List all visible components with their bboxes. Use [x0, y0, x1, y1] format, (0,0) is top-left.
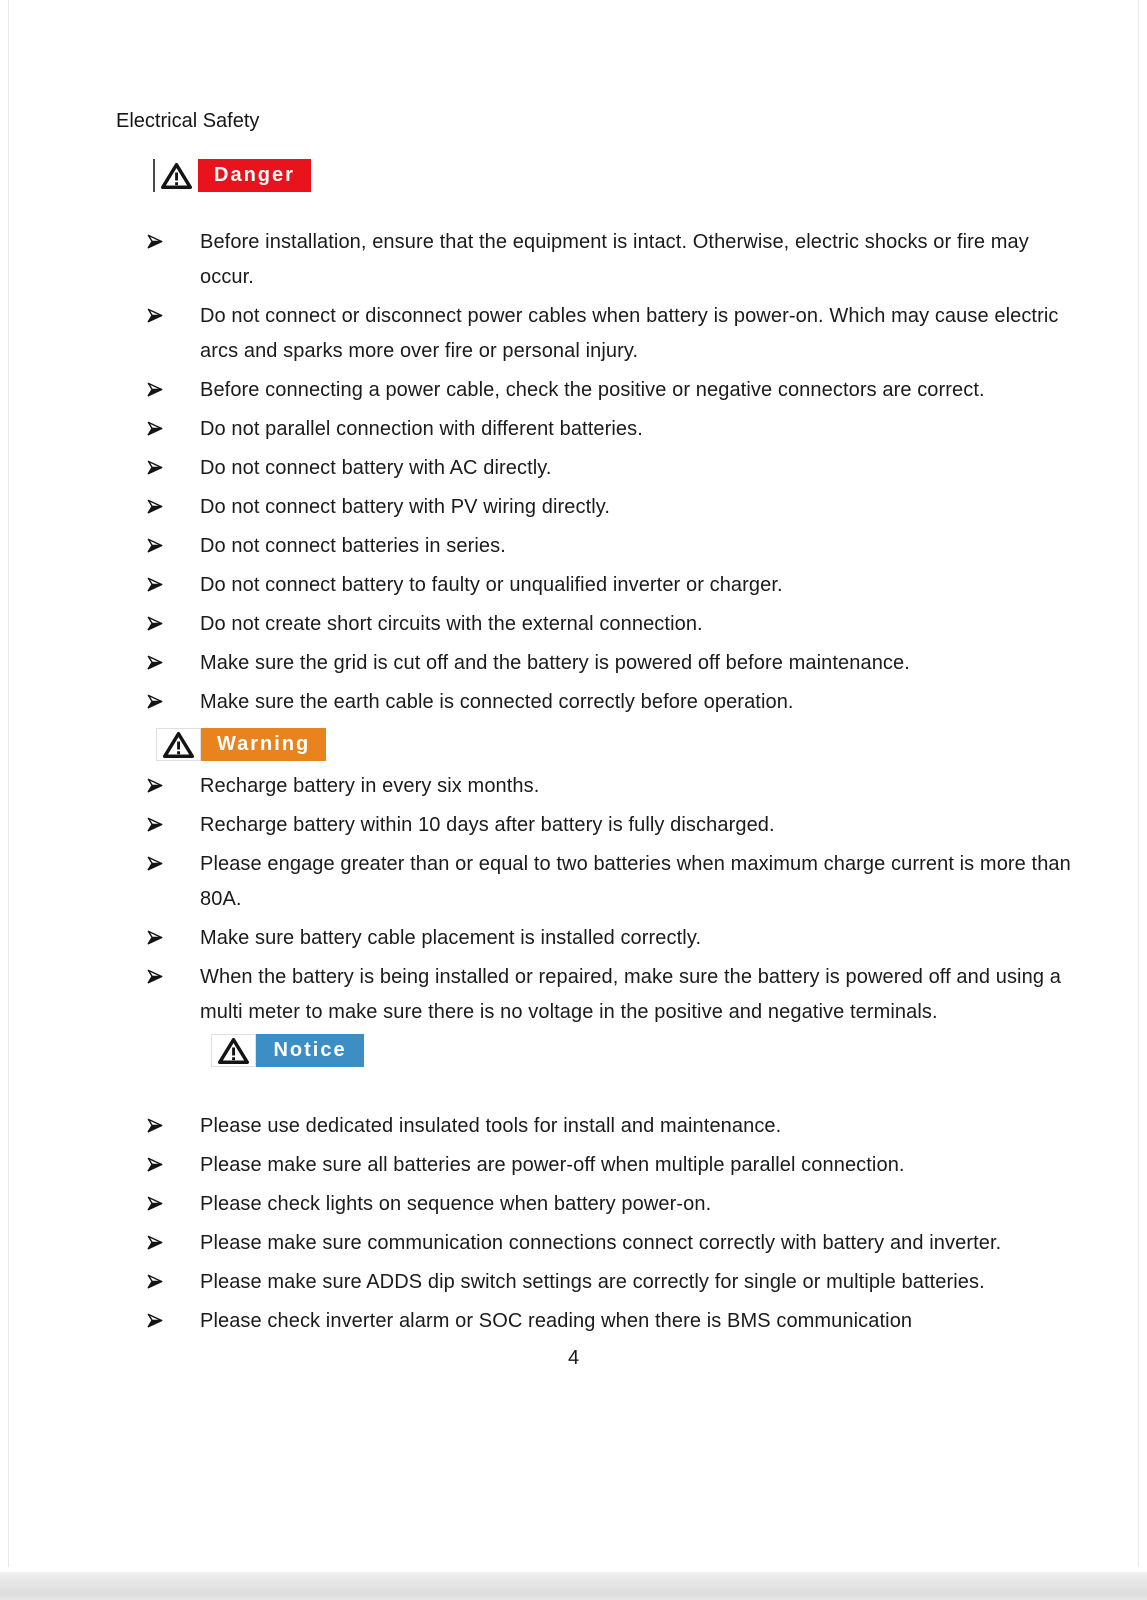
list-item-text: Do not parallel connection with different batteries. — [200, 418, 643, 440]
list-item — [146, 373, 1138, 408]
arrow-right-bullet-icon — [146, 1304, 200, 1339]
arrow-right-bullet-icon — [146, 769, 200, 804]
bullet-list — [9, 225, 1138, 720]
notice-section — [9, 1034, 1138, 1339]
list-item — [146, 808, 1138, 843]
arrow-right-bullet-icon — [146, 847, 200, 917]
arrow-right-bullet-icon — [146, 568, 200, 603]
list-item-text: Please make sure ADDS dip switch settings are correctly for single or multiple batteries. — [200, 1271, 985, 1293]
arrow-right-bullet-icon — [146, 373, 200, 408]
list-item — [146, 568, 1138, 603]
bullet-list — [9, 769, 1138, 1030]
list-item — [146, 1304, 1138, 1339]
arrow-right-bullet-icon — [146, 225, 200, 295]
arrow-right-bullet-icon — [146, 646, 200, 681]
arrow-right-bullet-icon — [146, 1265, 200, 1300]
arrow-right-bullet-icon — [146, 299, 200, 369]
list-item-text: Make sure the grid is cut off and the battery is powered off before maintenance. — [200, 652, 910, 674]
warning-triangle-icon — [156, 728, 201, 761]
arrow-right-bullet-icon — [146, 1109, 200, 1144]
list-item-text: Make sure the earth cable is connected correctly before operation. — [200, 691, 794, 713]
list-item-text: When the battery is being installed or repaired, make sure the battery is powered off and using a multi meter to make sure there is no voltage in the positive and negative terminals. — [200, 966, 1061, 1023]
list-item — [146, 1265, 1138, 1300]
list-item-text: Please engage greater than or equal to two batteries when maximum charge current is more than 80A. — [200, 853, 1071, 910]
badge-row — [211, 1034, 1138, 1067]
arrow-right-bullet-icon — [146, 451, 200, 486]
warning-triangle-icon — [211, 1034, 256, 1067]
list-item-text: Do not connect battery to faulty or unqualified inverter or charger. — [200, 574, 783, 596]
list-item-text: Make sure battery cable placement is installed correctly. — [200, 927, 702, 949]
list-item — [146, 225, 1138, 295]
list-item-text: Please check lights on sequence when battery power-on. — [200, 1193, 712, 1215]
list-item-text: Do not connect batteries in series. — [200, 535, 506, 557]
arrow-right-bullet-icon — [146, 960, 200, 1030]
list-item — [146, 1148, 1138, 1183]
list-item — [146, 921, 1138, 956]
list-item-text: Before installation, ensure that the equipment is intact. Otherwise, electric shocks or fire may occur. — [200, 231, 1029, 288]
list-item-text: Do not connect battery with AC directly. — [200, 457, 552, 479]
list-item — [146, 685, 1138, 720]
list-item — [146, 960, 1138, 1030]
notice-badge-label: Notice — [256, 1034, 364, 1067]
arrow-right-bullet-icon — [146, 1148, 200, 1183]
list-item — [146, 1109, 1138, 1144]
arrow-right-bullet-icon — [146, 808, 200, 843]
safety-sections — [9, 159, 1138, 1339]
list-item-text: Do not connect or disconnect power cables when battery is power-on. Which may cause electric arcs and sparks more over fire or personal injury. — [200, 305, 1059, 362]
danger-badge-label: Danger — [198, 159, 311, 192]
warning-triangle-icon — [153, 159, 198, 192]
list-item — [146, 646, 1138, 681]
document-page — [8, 0, 1139, 1567]
list-item — [146, 299, 1138, 369]
list-item-text: Do not create short circuits with the external connection. — [200, 613, 703, 635]
list-item-text: Please check inverter alarm or SOC reading when there is BMS communication — [200, 1310, 913, 1332]
badge-row — [153, 159, 1138, 192]
list-item-text: Please make sure all batteries are power-off when multiple parallel connection. — [200, 1154, 905, 1176]
list-item-text: Recharge battery in every six months. — [200, 775, 540, 797]
arrow-right-bullet-icon — [146, 490, 200, 525]
list-item — [146, 1187, 1138, 1222]
list-item — [146, 769, 1138, 804]
page-title: Electrical Safety — [116, 110, 260, 132]
list-item — [146, 847, 1138, 917]
list-item-text: Recharge battery within 10 days after battery is fully discharged. — [200, 814, 775, 836]
page-number: 4 — [567, 1347, 580, 1369]
arrow-right-bullet-icon — [146, 921, 200, 956]
arrow-right-bullet-icon — [146, 685, 200, 720]
list-item — [146, 607, 1138, 642]
page-separator-bar — [0, 1572, 1147, 1600]
list-item — [146, 529, 1138, 564]
arrow-right-bullet-icon — [146, 607, 200, 642]
list-item-text: Before connecting a power cable, check the positive or negative connectors are correct. — [200, 379, 985, 401]
list-item — [146, 1226, 1138, 1261]
arrow-right-bullet-icon — [146, 1226, 200, 1261]
arrow-right-bullet-icon — [146, 529, 200, 564]
list-item — [146, 451, 1138, 486]
list-item-text: Please make sure communication connections connect correctly with battery and inverter. — [200, 1232, 1002, 1254]
warning-section — [9, 728, 1138, 1030]
list-item — [146, 490, 1138, 525]
danger-section — [9, 159, 1138, 720]
badge-row — [156, 728, 1138, 761]
list-item — [146, 412, 1138, 447]
arrow-right-bullet-icon — [146, 412, 200, 447]
list-item-text: Please use dedicated insulated tools for install and maintenance. — [200, 1115, 782, 1137]
bullet-list — [9, 1109, 1138, 1339]
arrow-right-bullet-icon — [146, 1187, 200, 1222]
list-item-text: Do not connect battery with PV wiring directly. — [200, 496, 611, 518]
warning-badge-label: Warning — [201, 728, 326, 761]
